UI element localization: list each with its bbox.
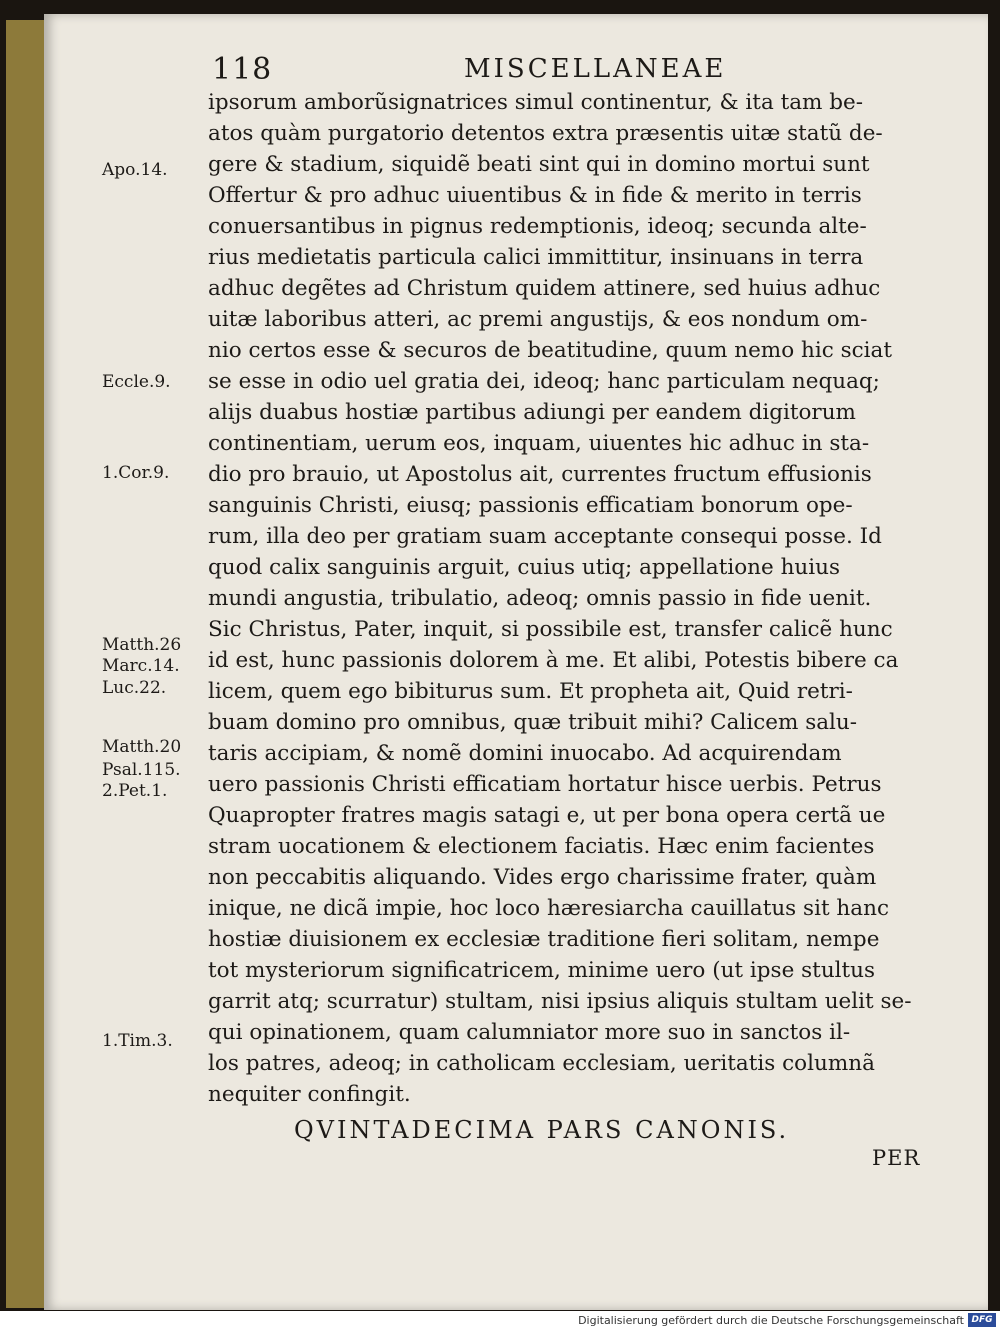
text-line: rum, illa deo per gratiam suam acceptante consequi posse. Id: [208, 524, 882, 549]
text-line: uero passionis Christi efficatiam hortatur hisce uerbis. Petrus: [208, 772, 882, 797]
marginal-note: 1.Tim.3.: [102, 1031, 173, 1051]
footer-text: Digitalisierung gefördert durch die Deutsche Forschungsgemeinschaft: [578, 1314, 964, 1327]
text-line: licem, quem ego bibiturus sum. Et propheta ait, Quid retri-: [208, 679, 853, 704]
marginal-note: Luc.22.: [102, 678, 167, 698]
text-line: inique, ne dicã impie, hoc loco hæresiarcha cauillatus sit hanc: [208, 896, 889, 921]
dfg-logo: DFG: [968, 1313, 996, 1327]
text-line: dio pro brauio, ut Apostolus ait, currentes fructum effusionis: [208, 462, 872, 487]
section-heading: QVINTADECIMA PARS CANONIS.: [294, 1116, 790, 1144]
text-line: mundi angustia, tribulatio, adeoq; omnis passio in fide uenit.: [208, 586, 872, 611]
marginal-note: 1.Cor.9.: [102, 463, 170, 483]
text-line: los patres, adeoq; in catholicam ecclesiam, ueritatis columnã: [208, 1051, 875, 1076]
text-line: Quapropter fratres magis satagi e, ut per bona opera certã ue: [208, 803, 886, 828]
text-line: sanguinis Christi, eiusq; passionis efficatiam bonorum ope-: [208, 493, 853, 518]
book-page: [44, 14, 988, 1310]
text-line: stram uocationem & electionem faciatis. Hæc enim facientes: [208, 834, 875, 859]
text-line: alijs duabus hostiæ partibus adiungi per eandem digitorum: [208, 400, 856, 425]
text-line: conuersantibus in pignus redemptionis, ideoq; secunda alte-: [208, 214, 867, 239]
text-line: ipsorum amborũsignatrices simul continentur, & ita tam be-: [208, 90, 864, 115]
book-binding-edge: [6, 20, 48, 1308]
text-line: buam domino pro omnibus, quæ tribuit mihi? Calicem salu-: [208, 710, 858, 735]
running-title: MISCELLANEAE: [464, 54, 727, 84]
text-line: garrit atq; scurratur) stultam, nisi ipsius aliquis stultam uelit se-: [208, 989, 912, 1014]
marginal-note: 2.Pet.1.: [102, 781, 168, 801]
text-line: rius medietatis particula calici immittitur, insinuans in terra: [208, 245, 864, 270]
marginal-note: Apo.14.: [102, 160, 168, 180]
marginal-note: Marc.14.: [102, 656, 180, 676]
marginal-note: Psal.115.: [102, 760, 181, 780]
text-line: nio certos esse & securos de beatitudine, quum nemo hic sciat: [208, 338, 892, 363]
digitization-footer: [0, 1311, 1000, 1331]
text-line: continentiam, uerum eos, inquam, uiuentes hic adhuc in sta-: [208, 431, 870, 456]
marginal-note: Eccle.9.: [102, 372, 171, 392]
page-number: 118: [212, 52, 273, 87]
text-line: se esse in odio uel gratia dei, ideoq; hanc particulam nequaq;: [208, 369, 880, 394]
text-line: uitæ laboribus atteri, ac premi angustijs, & eos nondum om-: [208, 307, 868, 332]
text-line: hostiæ diuisionem ex ecclesiæ traditione fieri solitam, nempe: [208, 927, 880, 952]
text-line: quod calix sanguinis arguit, cuius utiq; appellatione huius: [208, 555, 841, 580]
text-line: gere & stadium, siquidẽ beati sint qui in domino mortui sunt: [208, 152, 870, 177]
text-line: taris accipiam, & nomẽ domini inuocabo. Ad acquirendam: [208, 741, 842, 766]
marginal-note: Matth.26: [102, 635, 182, 655]
marginal-note: Matth.20: [102, 737, 182, 757]
text-line: non peccabitis aliquando. Vides ergo charissime frater, quàm: [208, 865, 877, 890]
text-line: nequiter confingit.: [208, 1082, 411, 1107]
text-line: Sic Christus, Pater, inquit, si possibile est, transfer calicẽ hunc: [208, 617, 893, 642]
text-line: Offertur & pro adhuc uiuentibus & in fide & merito in terris: [208, 183, 862, 208]
text-line: atos quàm purgatorio detentos extra præsentis uitæ statũ de-: [208, 121, 883, 146]
text-line: qui opinationem, quam calumniator more suo in sanctos il-: [208, 1020, 851, 1045]
catchword: PER: [872, 1146, 921, 1170]
text-line: adhuc degẽtes ad Christum quidem attinere, sed huius adhuc: [208, 276, 881, 301]
text-line: tot mysteriorum significatricem, minime uero (ut ipse stultus: [208, 958, 876, 983]
text-line: id est, hunc passionis dolorem à me. Et alibi, Potestis bibere ca: [208, 648, 899, 673]
